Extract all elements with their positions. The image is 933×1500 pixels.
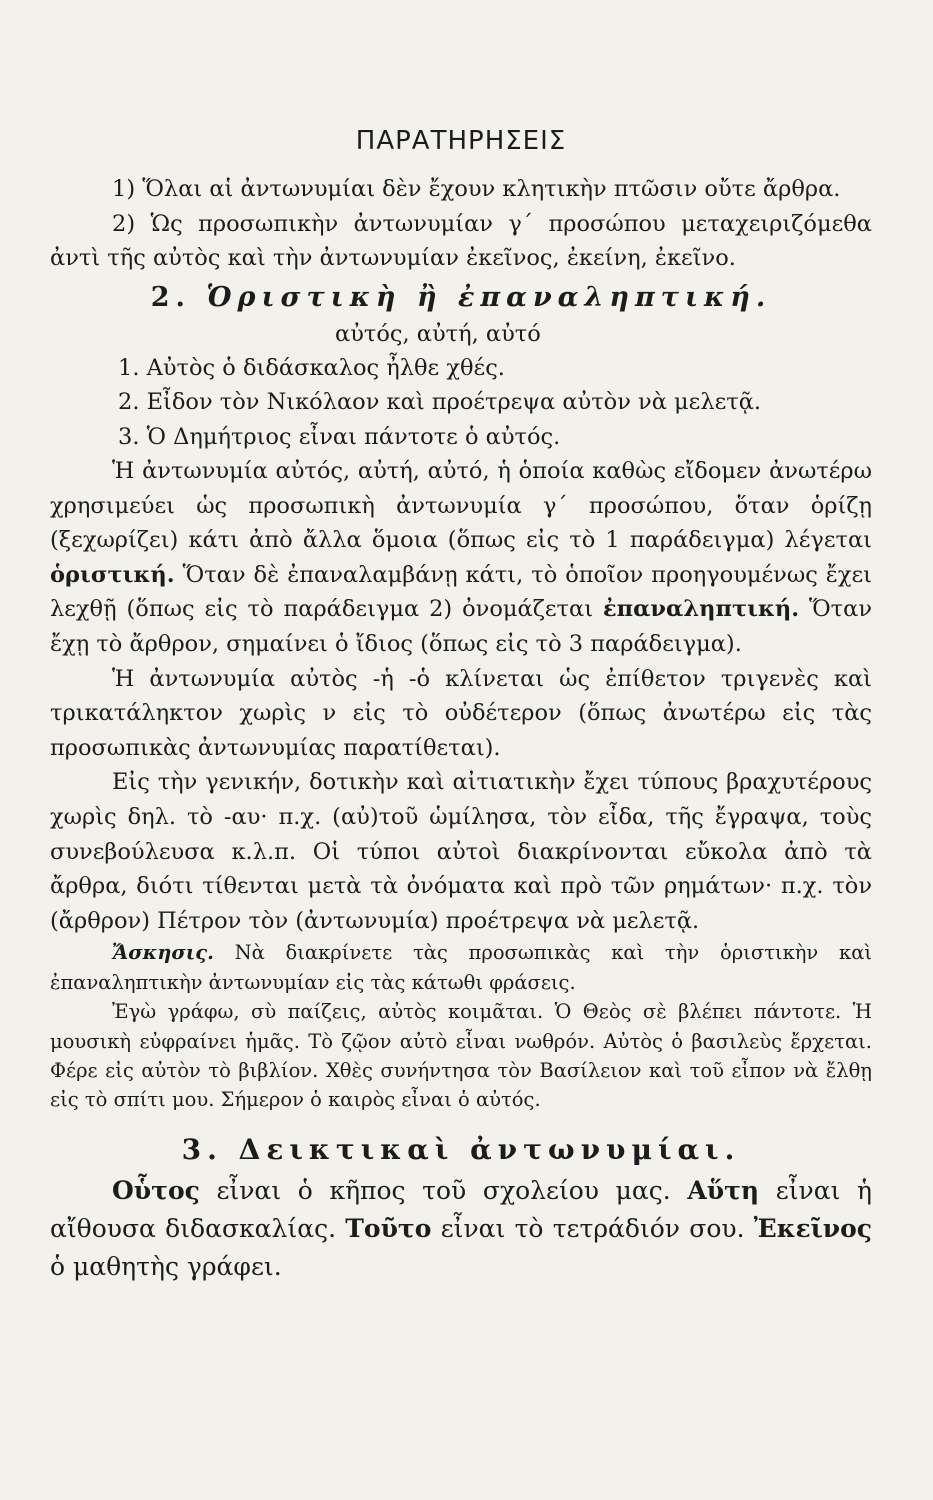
demo-text-3: εἶναι τὸ τετράδιόν σου. xyxy=(440,1213,745,1243)
demonstrative-examples xyxy=(50,1172,872,1286)
demonstrative-paragraph xyxy=(50,1172,872,1286)
demo-word-2: Αὕτη xyxy=(687,1175,760,1205)
section-2-number: 2. xyxy=(150,281,191,313)
example-1: 1. Αὐτὸς ὁ διδάσκαλος ἦλθε χθές. xyxy=(118,354,505,381)
demo-word-3: Τοῦτο xyxy=(345,1213,432,1243)
term-repetitive: ἐπαναληπτική. xyxy=(602,596,800,623)
demo-text-1: εἶναι ὁ κῆπος τοῦ σχολείου μας. xyxy=(216,1175,671,1205)
exercise-label: Ἄσκησις. xyxy=(112,941,214,965)
short-forms-paragraph: Εἰς τὴν γενικήν, δοτικὴν καὶ αἰτιατικὴν ἔχει τύπους βραχυτέρους χωρὶς δηλ. τὸ -αυ· π.χ. (αὐ)τοῦ ὡμίλησα, τὸν εἶδα, τῆς ἔγραψα, τοὺς συνεβούλευσα κ.λ.π. Οἱ τύποι αὐτοὶ διακρίνονται εὔκολα ἀπὸ τὰ ἄρθρα, διότι τίθενται μετὰ τὰ ὀνόματα καὶ πρὸ τῶν ρημάτων· π.χ. τὸν (ἄρθρον) Πέτρον τὸν (ἀντωνυμία) προέτρεψα νὰ μελετᾷ. xyxy=(50,769,872,934)
page-heading: ΠΑΡΑΤΗΡΗΣΕΙΣ xyxy=(355,126,567,156)
exercise-instruction-text: Νὰ διακρίνετε τὰς προσωπικὰς καὶ τὴν ὁριστικὴν καὶ ἐπαναληπτικὴν ἀντωνυμίαν εἰς τὰς κάτωθι φράσεις. xyxy=(50,941,873,994)
explanation-paragraph xyxy=(50,454,872,662)
example-3: 3. Ὁ Δημήτριος εἶναι πάντοτε ὁ αὐτός. xyxy=(118,423,561,450)
demo-word-1: Οὗτος xyxy=(112,1175,200,1205)
demo-text-4: ὁ μαθητὴς γράφει. xyxy=(50,1251,282,1281)
section-2-title: Ὁριστικὴ ἢ ἐπαναληπτική. xyxy=(206,281,772,313)
exercise-text: Ἐγὼ γράφω, σὺ παίζεις, αὐτὸς κοιμᾶται. Ὁ Θεὸς σὲ βλέπει πάντοτε. Ἡ μουσικὴ εὐφραίνει ἡμᾶς. Τὸ ζῷον αὐτὸ εἶναι νωθρόν. Αὐτὸς ὁ βασιλεὺς ἔρχεται. Φέρε εἰς αὐτὸν τὸ βιβλίον. Χθὲς συνήντησα τὸν Βασίλειον καὶ τοῦ εἶπον νὰ ἔλθῃ εἰς τὸ σπίτι μου. Σήμερον ὁ καιρὸς εἶναι ὁ αὐτός. xyxy=(50,1000,872,1112)
demo-word-4: Ἐκεῖνος xyxy=(753,1213,873,1243)
section-2-heading xyxy=(50,282,872,313)
exercise-instruction xyxy=(50,938,872,997)
note-2: 2) Ὡς προσωπικὴν ἀντωνυμίαν γ΄ προσώπου μεταχειριζόμεθα ἀντὶ τῆς αὐτὸς καὶ τὴν ἀντωνυμίαν ἐκεῖνος, ἐκείνη, ἐκεῖνο. xyxy=(50,210,872,272)
example-2: 2. Εἶδον τὸν Νικόλαον καὶ προέτρεψα αὐτὸν νὰ μελετᾷ. xyxy=(118,389,762,416)
declension-paragraph: Ἡ ἀντωνυμία αὐτὸς -ἡ -ὁ κλίνεται ὡς ἐπίθετον τριγενὲς καὶ τρικατάληκτον χωρὶς ν εἰς τὸ οὐδέτερον (ὅπως ἀνωτέρω εἰς τὰς προσωπικὰς ἀντωνυμίας παρατίθεται). xyxy=(50,665,872,761)
page-content xyxy=(50,126,872,1286)
term-definitive: ὁριστική. xyxy=(50,561,175,588)
section-3-title: Δεικτικαὶ ἀντωνυμίαι. xyxy=(238,1132,741,1166)
note-1: 1) Ὅλαι αἱ ἀντωνυμίαι δὲν ἔχουν κλητικὴν πτῶσιν οὔτε ἄρθρα. xyxy=(112,176,841,202)
explanation-text-1: Ἡ ἀντωνυμία αὐτός, αὐτή, αὐτό, ἡ ὁποία καθὼς εἴδομεν ἀνωτέρω χρησιμεύει ὡς προσωπικὴ ἀντωνυμία γ΄ προσώπου, ὅταν ὁρίζῃ (ξεχωρίζει) κάτι ἀπὸ ἄλλα ὅμοια (ὅπως εἰς τὸ 1 παράδειγμα) λέγεται xyxy=(50,458,872,554)
exercise-block xyxy=(50,938,872,1114)
demo-text-2: εἶναι ἡ αἴθουσα διδασκαλίας. xyxy=(50,1175,873,1243)
pronoun-forms: αὐτός, αὐτή, αὐτό xyxy=(335,320,541,347)
section-3-number: 3. xyxy=(181,1132,223,1166)
section-3-heading xyxy=(50,1133,872,1166)
explanation-text-2: Ὅταν δὲ ἐπαναλαμβάνῃ κάτι, τὸ ὁποῖον προηγουμένως ἔχει λεχθῇ (ὅπως εἰς τὸ παράδειγμα 2) ὀνομάζεται xyxy=(50,561,872,623)
explanation-text-3: Ὅταν ἔχῃ τὸ ἄρθρον, σημαίνει ὁ ἴδιος (ὅπως εἰς τὸ 3 παράδειγμα). xyxy=(50,596,872,657)
